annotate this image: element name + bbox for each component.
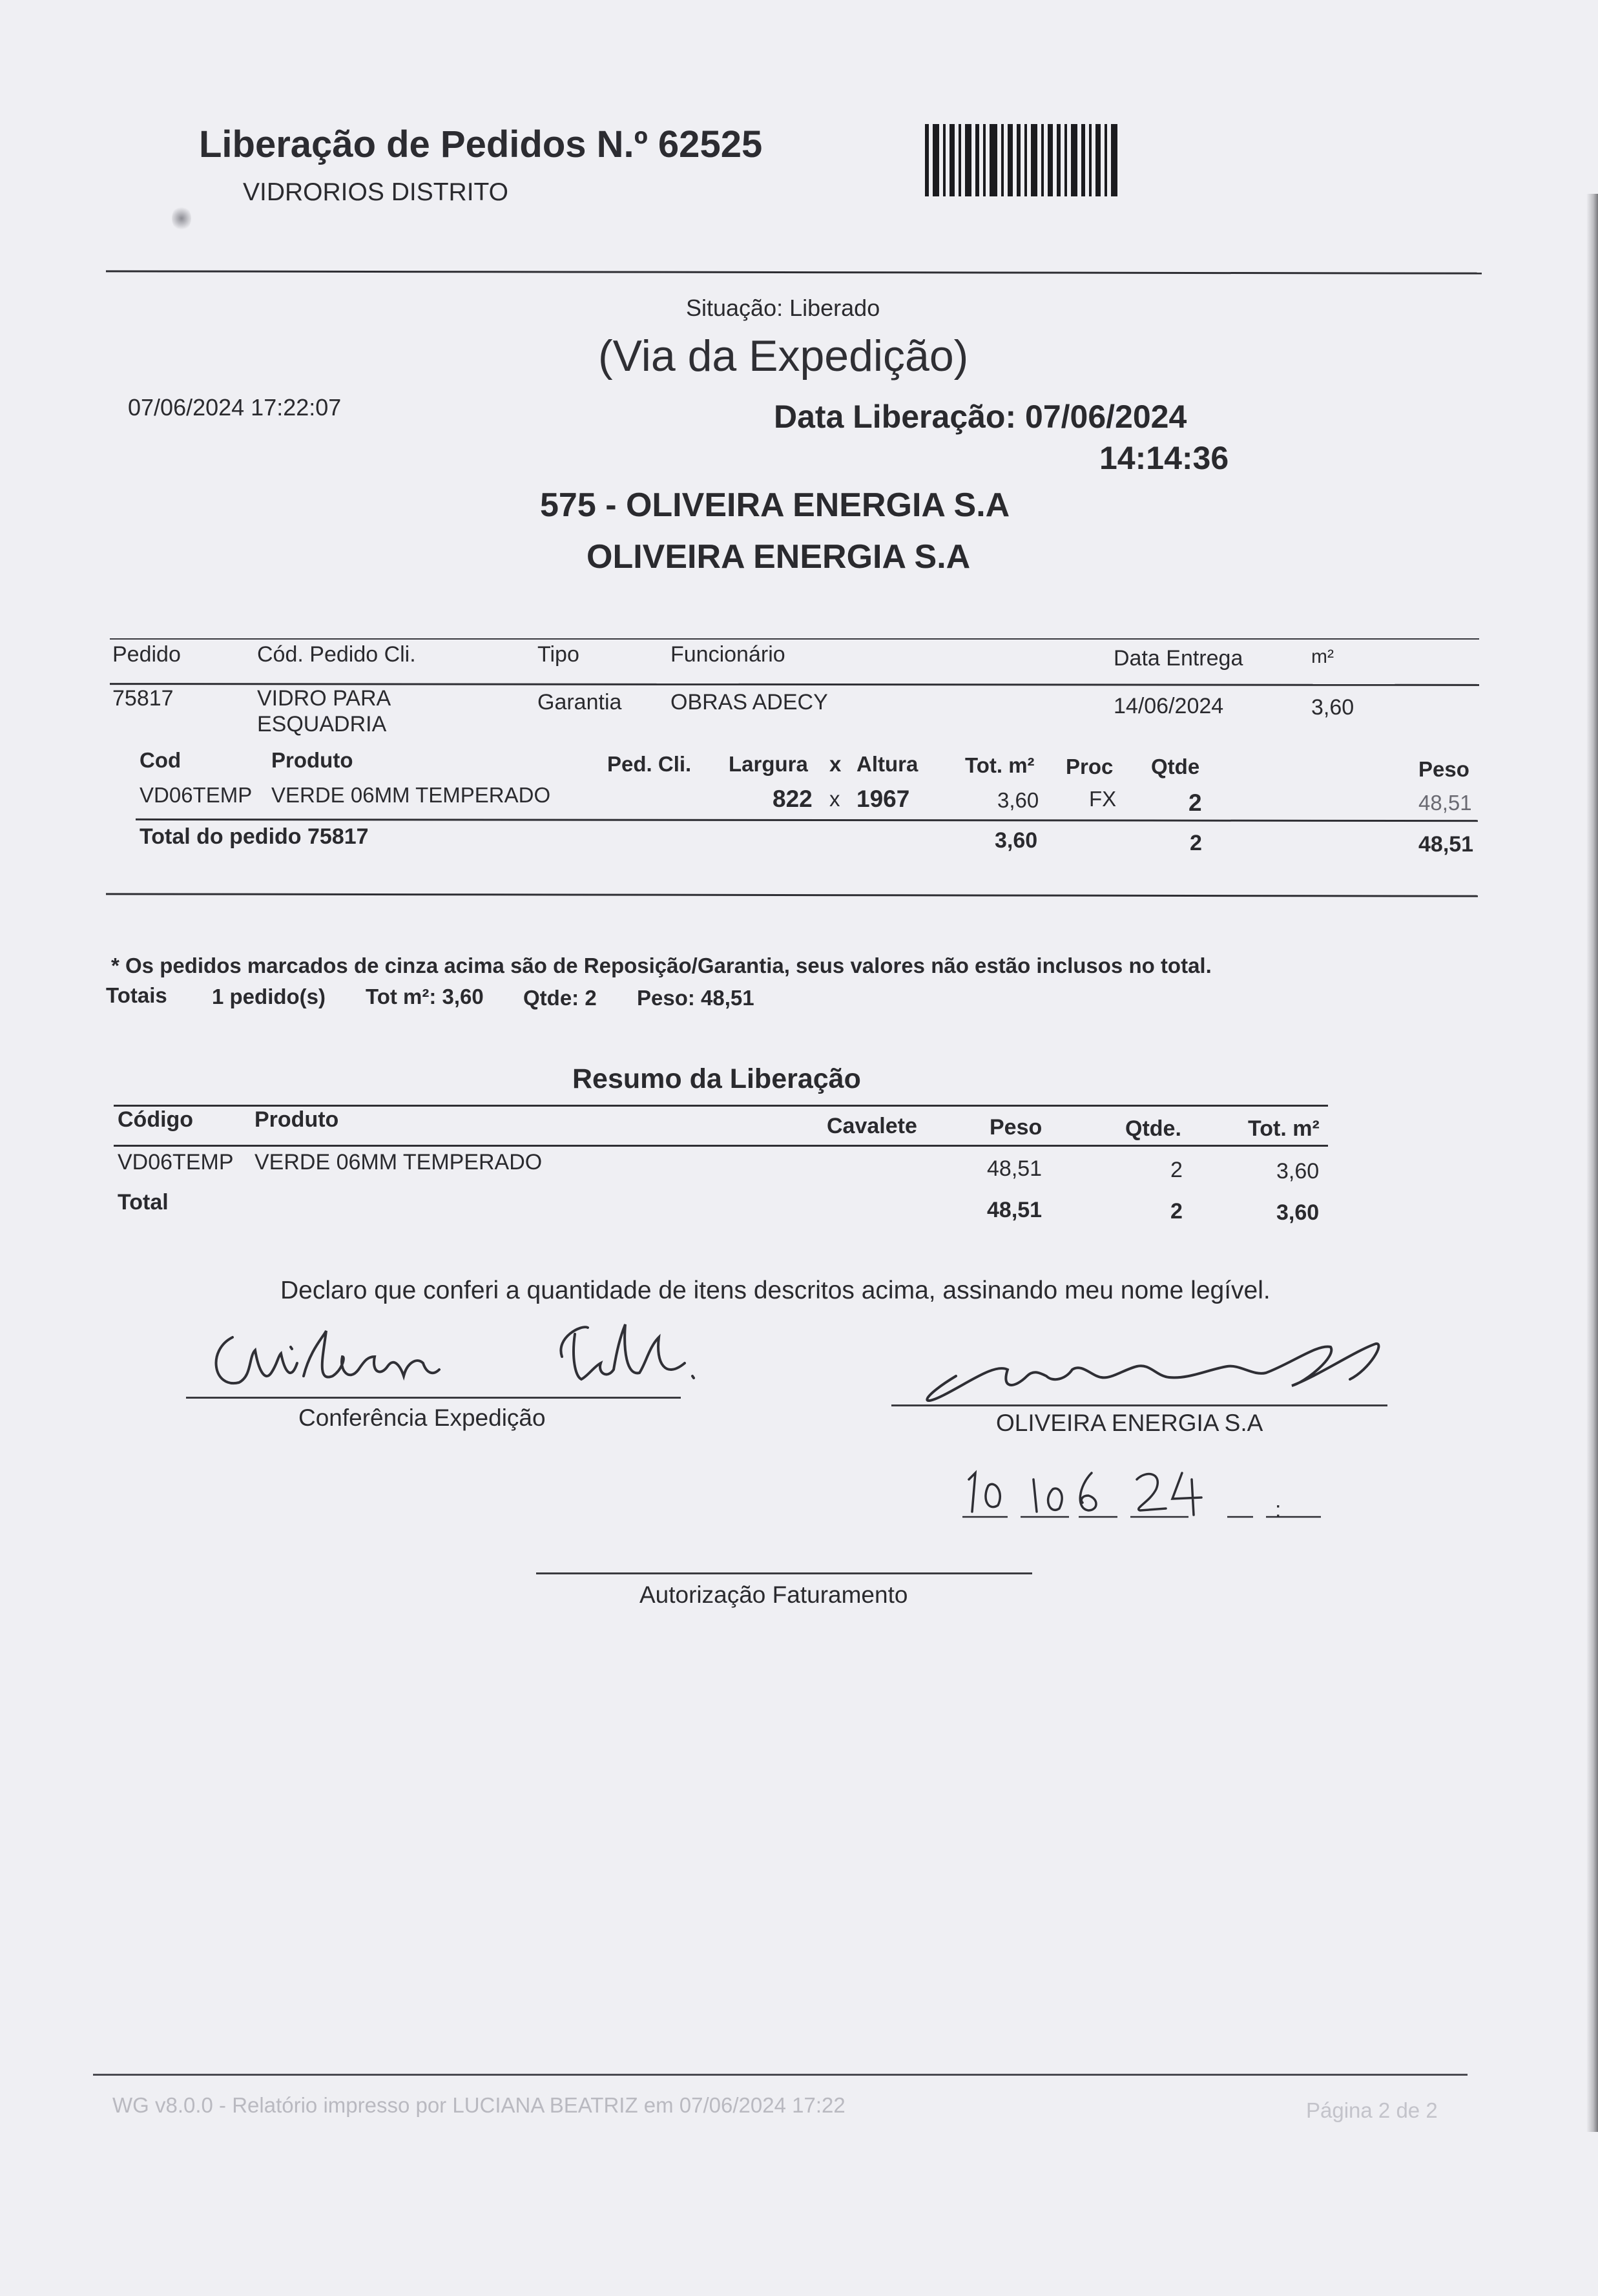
ink-smudge: [172, 205, 191, 231]
summary-col-tot-m2: Tot. m²: [1248, 1116, 1320, 1141]
signature-label-right: OLIVEIRA ENERGIA S.A: [996, 1410, 1263, 1436]
col-m2: m²: [1311, 646, 1334, 667]
order-total-qtde: 2: [1190, 831, 1202, 855]
signature-conferencia: [194, 1311, 711, 1402]
summary-top-rule: [114, 1105, 1328, 1107]
declaration-text: Declaro que conferi a quantidade de itens descritos acima, assinando meu nome legível.: [280, 1277, 1271, 1304]
summary-col-produto: Produto: [254, 1107, 339, 1132]
item-weight: 48,51: [1418, 791, 1472, 815]
item-col-proc: Proc: [1066, 755, 1114, 778]
item-col-altura: Altura: [856, 752, 918, 776]
col-cod-pedido-cli: Cód. Pedido Cli.: [257, 642, 416, 667]
item-col-cod: Cod: [140, 748, 182, 772]
item-height: 1967: [856, 786, 910, 812]
item-width: 822: [773, 786, 813, 812]
summary-col-peso: Peso: [990, 1115, 1043, 1140]
authorization-label: Autorização Faturamento: [639, 1581, 908, 1608]
item-code: VD06TEMP: [140, 783, 253, 807]
header-divider: [106, 270, 1482, 274]
item-product: VERDE 06MM TEMPERADO: [271, 783, 551, 807]
summary-header-rule: [114, 1145, 1328, 1147]
signature-label-left: Conferência Expedição: [298, 1404, 546, 1431]
item-col-ped-cli: Ped. Cli.: [607, 752, 692, 776]
summary-col-qtde: Qtde.: [1125, 1116, 1181, 1141]
order-table-top-rule: [110, 638, 1479, 640]
item-x: x: [829, 787, 840, 811]
col-funcionario: Funcionário: [670, 642, 785, 667]
handwritten-date: [962, 1460, 1324, 1525]
company-name: VIDRORIOS DISTRITO: [243, 178, 508, 206]
barcode: [925, 124, 1165, 196]
item-proc: FX: [1089, 787, 1117, 811]
release-time: 14:14:36: [1099, 440, 1229, 476]
summary-col-codigo: Código: [118, 1107, 194, 1132]
order-total-m2: 3,60: [995, 828, 1038, 853]
summary-total-m2: 3,60: [1276, 1200, 1320, 1225]
totals-m2: Tot m²: 3,60: [366, 985, 484, 1008]
summary-total-qtde: 2: [1170, 1199, 1183, 1224]
summary-code: VD06TEMP: [118, 1150, 234, 1174]
item-col-produto: Produto: [271, 748, 353, 772]
order-client-code-line2: ESQUADRIA: [257, 712, 387, 736]
item-col-largura: Largura: [729, 752, 808, 776]
order-table-bottom-rule: [106, 893, 1478, 897]
order-number: 75817: [112, 686, 174, 711]
summary-total-label: Total: [118, 1190, 169, 1215]
summary-total-weight: 48,51: [987, 1198, 1043, 1222]
client-code-name: 575 - OLIVEIRA ENERGIA S.A: [540, 486, 1010, 524]
totals-label: Totais: [106, 983, 167, 1007]
item-col-qtde: Qtde: [1151, 755, 1200, 778]
order-type: Garantia: [537, 690, 622, 715]
authorization-line: [536, 1572, 1032, 1574]
col-tipo: Tipo: [537, 642, 579, 667]
footer-rule: [93, 2074, 1468, 2076]
col-data-entrega: Data Entrega: [1114, 646, 1243, 671]
footer-print-info: WG v8.0.0 - Relatório impresso por LUCIANA BEATRIZ em 07/06/2024 17:22: [112, 2093, 846, 2117]
totals-orders: 1 pedido(s): [212, 985, 326, 1008]
summary-title: Resumo da Liberação: [572, 1063, 861, 1094]
summary-product: VERDE 06MM TEMPERADO: [254, 1150, 543, 1174]
order-employee: OBRAS ADECY: [670, 690, 828, 715]
order-total-label: Total do pedido 75817: [140, 824, 369, 849]
date-colon: :: [1275, 1498, 1282, 1522]
summary-m2: 3,60: [1276, 1159, 1320, 1184]
document-title: Liberação de Pedidos N.º 62525: [199, 123, 763, 165]
order-m2: 3,60: [1311, 695, 1354, 720]
replacement-note: * Os pedidos marcados de cinza acima são de Reposição/Garantia, seus valores não estão inclusos no total.: [111, 954, 1212, 977]
via-label: (Via da Expedição): [598, 331, 969, 381]
scan-edge-shadow: [1586, 194, 1598, 2132]
order-delivery-date: 14/06/2024: [1114, 694, 1224, 718]
status-label: Situação: Liberado: [686, 295, 880, 321]
item-col-peso: Peso: [1418, 757, 1469, 781]
item-tot-m2: 3,60: [997, 788, 1039, 812]
item-col-x: x: [829, 752, 842, 776]
client-name: OLIVEIRA ENERGIA S.A: [586, 538, 971, 576]
item-total-rule: [136, 819, 1478, 822]
order-client-code-line1: VIDRO PARA: [257, 686, 391, 711]
signature-line-left: [186, 1397, 681, 1399]
item-col-tot-m2: Tot. m²: [965, 753, 1035, 777]
order-total-weight: 48,51: [1418, 832, 1474, 857]
footer-page-number: Página 2 de 2: [1306, 2098, 1438, 2122]
item-qtde: 2: [1188, 789, 1202, 816]
col-pedido: Pedido: [112, 642, 181, 667]
release-date: Data Liberação: 07/06/2024: [774, 399, 1187, 435]
signature-line-right: [891, 1404, 1387, 1406]
totals-qtde: Qtde: 2: [523, 986, 597, 1010]
printed-timestamp: 07/06/2024 17:22:07: [128, 394, 342, 421]
signature-client: [904, 1331, 1395, 1415]
summary-qtde: 2: [1170, 1158, 1183, 1182]
summary-weight: 48,51: [987, 1156, 1043, 1181]
totals-weight: Peso: 48,51: [637, 986, 754, 1010]
summary-col-cavalete: Cavalete: [827, 1114, 917, 1138]
